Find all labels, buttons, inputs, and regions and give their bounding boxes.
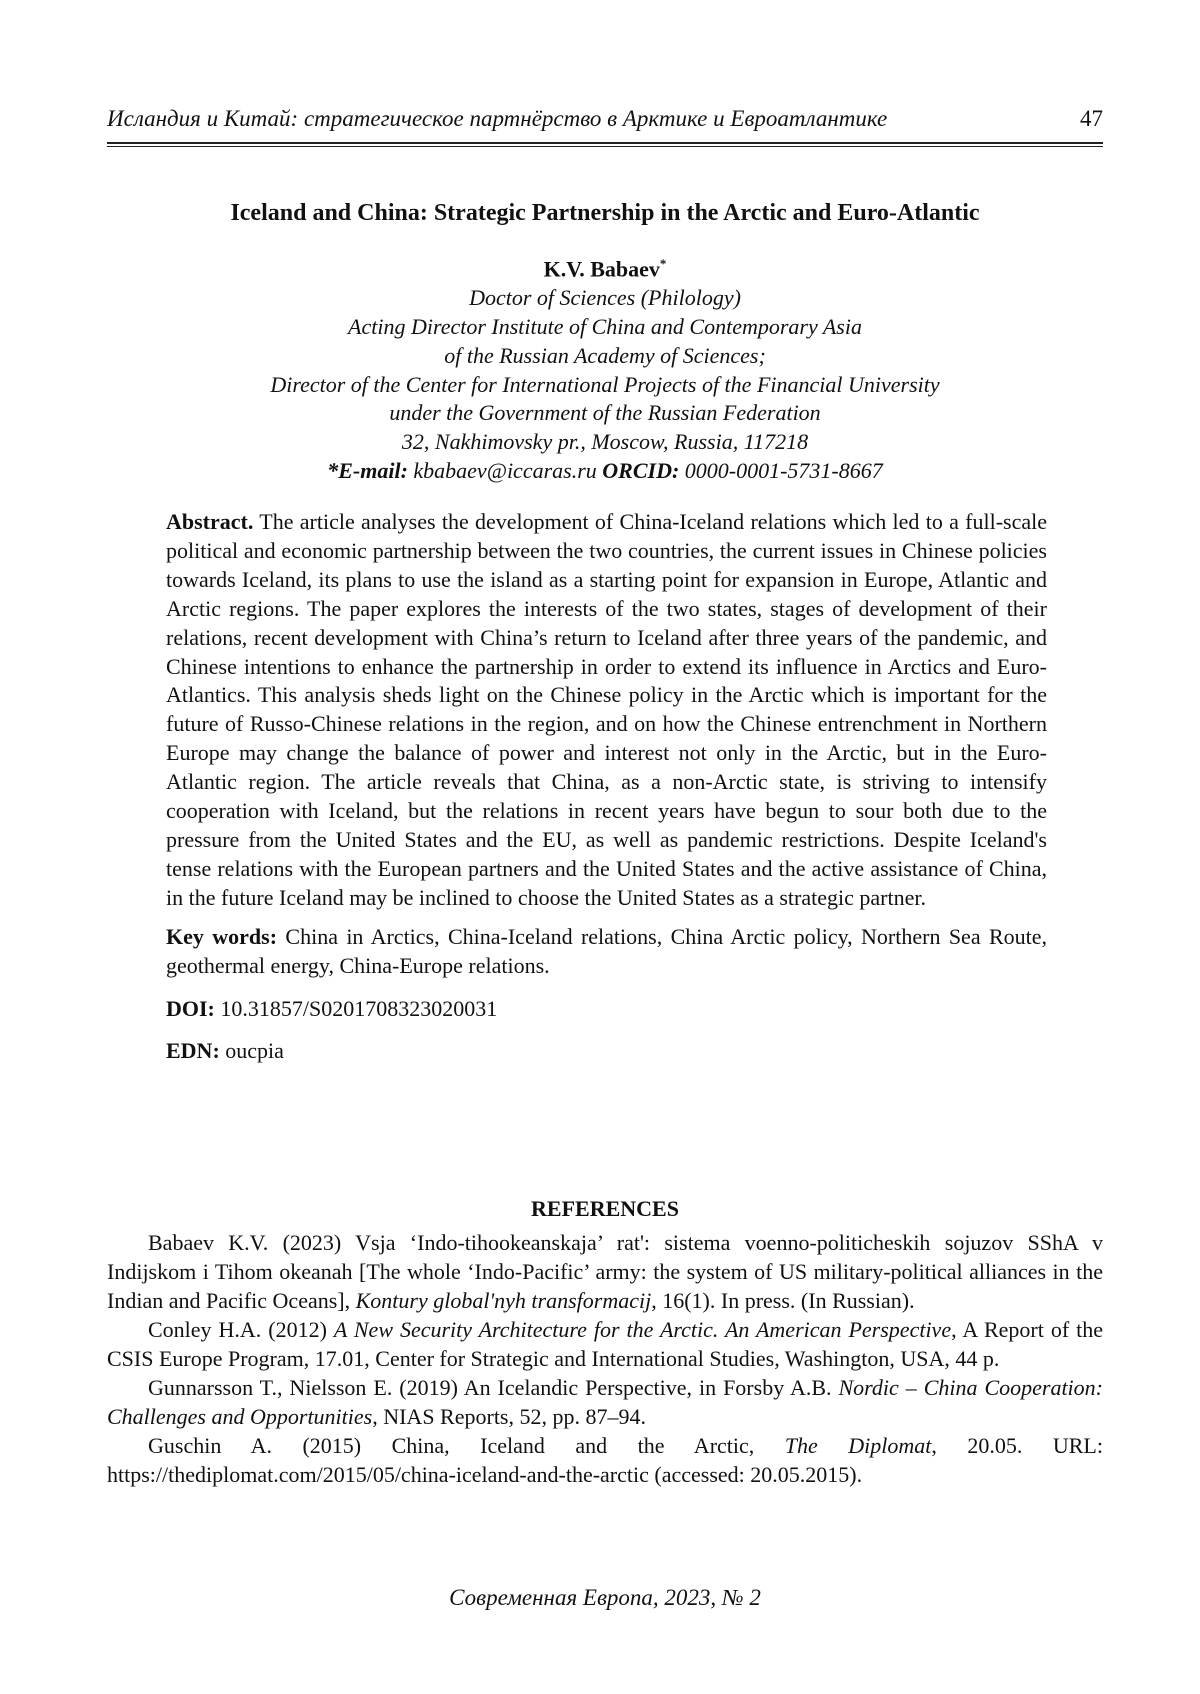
journal-footer: Современная Европа, 2023, № 2 (449, 1585, 761, 1610)
ref-text: , 20.05. URL: https://thediplomat.com/2015/05/china-iceland-and-the-arctic (accessed: 20.05.2015). (107, 1433, 1103, 1487)
abstract-label: Abstract. (166, 509, 254, 534)
orcid-value: 0000-0001-5731-8667 (684, 457, 883, 483)
header-rule (107, 142, 1103, 147)
ref-source: Nordic – China Cooperation: Challenges and Opportunities (107, 1375, 1103, 1429)
ref-source: Kontury global'nyh transformacij (355, 1288, 652, 1313)
abstract-text: The article analyses the development of China-Iceland relations which led to a full-scale political and economic partnership between the two countries, the current issues in Chinese policies towards Iceland, its plans to use the island as a starting point for expansion in Europe, Atlantic and Arctic regions. The paper explores the interests of the two states, stages of development of their relations, recent development with China’s return to Iceland after three years of the pandemic, and Chinese intentions to enhance the partnership in order to extend its influence in Arctics and Euro-Atlantics. This analysis sheds light on the Chinese policy in the Arctic which is important for the future of Russo-Chinese relations in the region, and on how the Chinese entrenchment in Northern Europe may change the balance of power and interest not only in the Arctic, but in the Euro-Atlantic region. The article reveals that China, as a non-Arctic state, is striving to intensify cooperation with Iceland, but the relations in recent years have begun to sour both due to the pressure from the United States and the EU, as well as pandemic restrictions. Despite Iceland's tense relations with the European partners and the United States and the active assistance of China, in the future Iceland may be inclined to choose the United States as a strategic partner. (166, 509, 1048, 910)
contact-line (107, 457, 1103, 486)
doi-value[interactable]: 10.31857/S0201708323020031 (220, 995, 498, 1021)
author-mark: * (659, 256, 667, 271)
author-name-text: K.V. Babaev (543, 256, 660, 282)
keywords (166, 923, 1047, 981)
references-heading: REFERENCES (531, 1196, 679, 1221)
author-name (107, 250, 1103, 284)
keywords-label: Key words: (166, 923, 278, 949)
doi-label: DOI: (166, 995, 215, 1021)
reference-item (107, 1431, 1103, 1489)
edn (166, 1037, 1047, 1066)
affiliation-line: of the Russian Academy of Sciences; (444, 342, 766, 368)
author-block (107, 250, 1103, 486)
reference-item (107, 1315, 1103, 1373)
page-number: 47 (1080, 106, 1103, 131)
ref-text: Conley H.A. (2012) (148, 1317, 334, 1342)
affiliation-line: Doctor of Sciences (Philology) (469, 285, 741, 311)
references-section (107, 1194, 1103, 1489)
email-label: *E-mail: (327, 457, 408, 483)
ref-text: Guschin A. (2015) China, Iceland and the Arctic, (148, 1433, 785, 1458)
doi (166, 995, 1047, 1024)
article-title: Iceland and China: Strategic Partnership in the Arctic and Euro-Atlantic (230, 200, 980, 226)
email-link[interactable]: kbabaev@iccaras.ru (413, 457, 597, 483)
ref-text: , A Report of the CSIS Europe Program, 17.01, Center for Strategic and International Studies, Washington, USA, 44 p. (107, 1317, 1103, 1371)
ref-text: , NIAS Reports, 52, pp. 87–94. (372, 1404, 646, 1429)
running-head-title: Исландия и Китай: стратегическое партнёрство в Арктике и Евроатлантике (107, 106, 888, 131)
affiliation-line: Acting Director Institute of China and Contemporary Asia (348, 313, 862, 339)
abstract-block (166, 508, 1047, 1076)
affiliation-line: under the Government of the Russian Federation (389, 400, 821, 426)
reference-item (107, 1373, 1103, 1431)
orcid-label: ORCID: (602, 457, 680, 483)
ref-text: , 16(1). In press. (In Russian). (651, 1288, 915, 1313)
keywords-text: China in Arctics, China-Iceland relations, China Arctic policy, Northern Sea Route, geothermal energy, China-Europe relations. (166, 923, 1048, 978)
edn-label: EDN: (166, 1038, 220, 1064)
running-head (107, 106, 1103, 132)
ref-source: The Diplomat (784, 1433, 932, 1458)
affiliation-line: Director of the Center for International Projects of the Financial University (270, 371, 940, 397)
edn-value: oucpia (225, 1038, 284, 1064)
reference-item (107, 1228, 1103, 1315)
affiliation-line: 32, Nakhimovsky pr., Moscow, Russia, 117218 (401, 429, 809, 455)
ref-text: Babaev K.V. (2023) Vsja ‘Indo-tihookeanskaja’ rat': sistema voenno-politicheskih sojuzov SShA v Indijskom i Tihom okeanah [The whole ‘Indo-Pacific’ army: the system of US military-political alliances in the Indian and Pacific Oceans], (107, 1230, 1103, 1313)
abstract (166, 508, 1047, 913)
ref-source: A New Security Architecture for the Arctic. An American Perspective (333, 1317, 952, 1342)
ref-text: Gunnarsson T., Nielsson E. (2019) An Icelandic Perspective, in Forsby A.B. (148, 1375, 839, 1400)
